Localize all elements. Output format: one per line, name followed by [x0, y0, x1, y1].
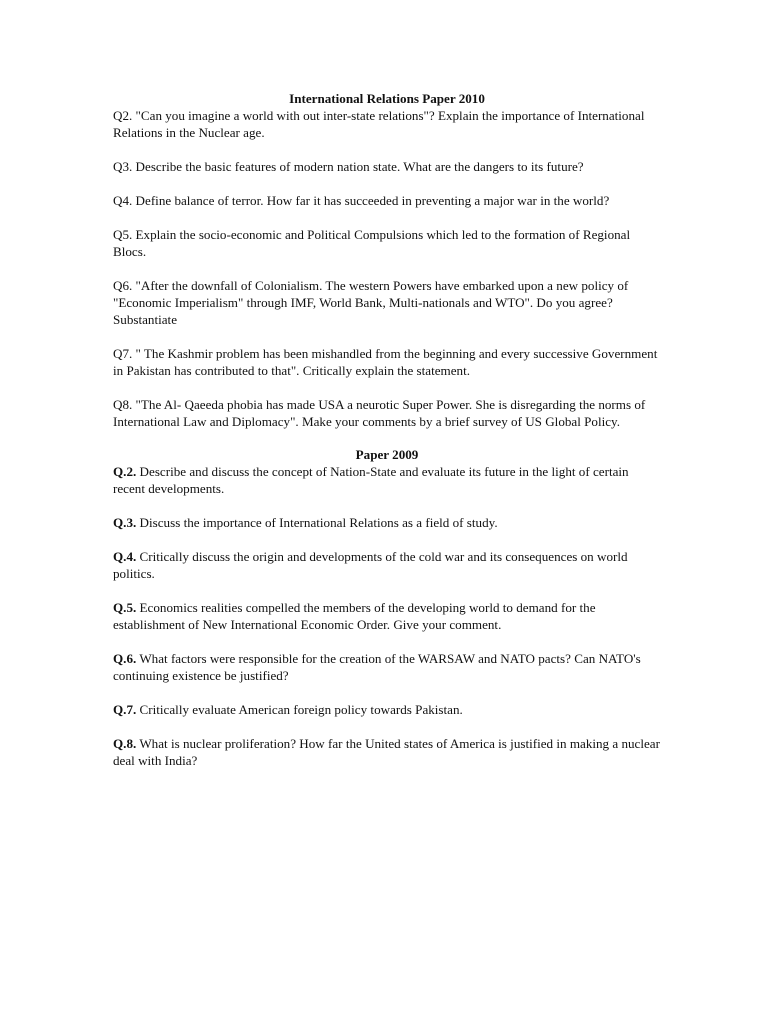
question-number: Q.6. — [113, 651, 137, 666]
question-number: Q.4. — [113, 549, 137, 564]
paper-2010-question-q3: Q3. Describe the basic features of modern nation state. What are the dangers to its future? — [113, 159, 584, 174]
question-number: Q.2. — [113, 464, 137, 479]
paper-2010-question-q6: Q6. "After the downfall of Colonialism. The western Powers have embarked upon a new policy of "Economic Imperialism" through IMF, World Bank, Multi-nationals and WTO". Do you agree? Substantiate — [113, 278, 629, 327]
paper-2009-question-q6 — [113, 650, 661, 684]
paper-2009-question-q3 — [113, 514, 661, 531]
paper-2009-title: Paper 2009 — [355, 447, 419, 462]
question-text: Economics realities compelled the members of the developing world to demand for the establishment of New International Economic Order. Give your comment. — [113, 600, 596, 632]
paper-2010-question-q2: Q2. "Can you imagine a world with out inter-state relations"? Explain the importance of International Relations in the Nuclear age. — [113, 108, 645, 140]
question-text: What factors were responsible for the creation of the WARSAW and NATO pacts? Can NATO's continuing existence be justified? — [113, 651, 641, 683]
paper-2010-title: International Relations Paper 2010 — [289, 91, 485, 106]
paper-2010-question-q7: Q7. " The Kashmir problem has been mishandled from the beginning and every successive Government in Pakistan has contributed to that". Critically explain the statement. — [113, 346, 658, 378]
question-text: What is nuclear proliferation? How far the United states of America is justified in making a nuclear deal with India? — [113, 736, 660, 768]
paper-2009-question-q5 — [113, 599, 661, 633]
paper-2009-question-q8 — [113, 735, 661, 769]
question-number: Q.7. — [113, 702, 137, 717]
question-text: Critically discuss the origin and developments of the cold war and its consequences on world politics. — [113, 549, 628, 581]
question-text: Describe and discuss the concept of Nation-State and evaluate its future in the light of certain recent developments. — [113, 464, 629, 496]
question-text: Critically evaluate American foreign policy towards Pakistan. — [136, 702, 463, 717]
document-page — [113, 90, 661, 769]
paper-2010-question-q4: Q4. Define balance of terror. How far it has succeeded in preventing a major war in the world? — [113, 193, 610, 208]
paper-2009-question-q2 — [113, 463, 661, 497]
paper-2009-question-q4 — [113, 548, 661, 582]
question-number: Q.3. — [113, 515, 137, 530]
question-number: Q.5. — [113, 600, 137, 615]
paper-2009-question-q7 — [113, 701, 661, 718]
paper-2010-question-q8: Q8. "The Al- Qaeeda phobia has made USA a neurotic Super Power. She is disregarding the norms of International Law and Diplomacy". Make your comments by a brief survey of US Global Policy. — [113, 397, 646, 429]
question-text: Discuss the importance of International Relations as a field of study. — [136, 515, 498, 530]
paper-2010-question-q5: Q5. Explain the socio-economic and Political Compulsions which led to the formation of Regional Blocs. — [113, 227, 631, 259]
question-number: Q.8. — [113, 736, 137, 751]
